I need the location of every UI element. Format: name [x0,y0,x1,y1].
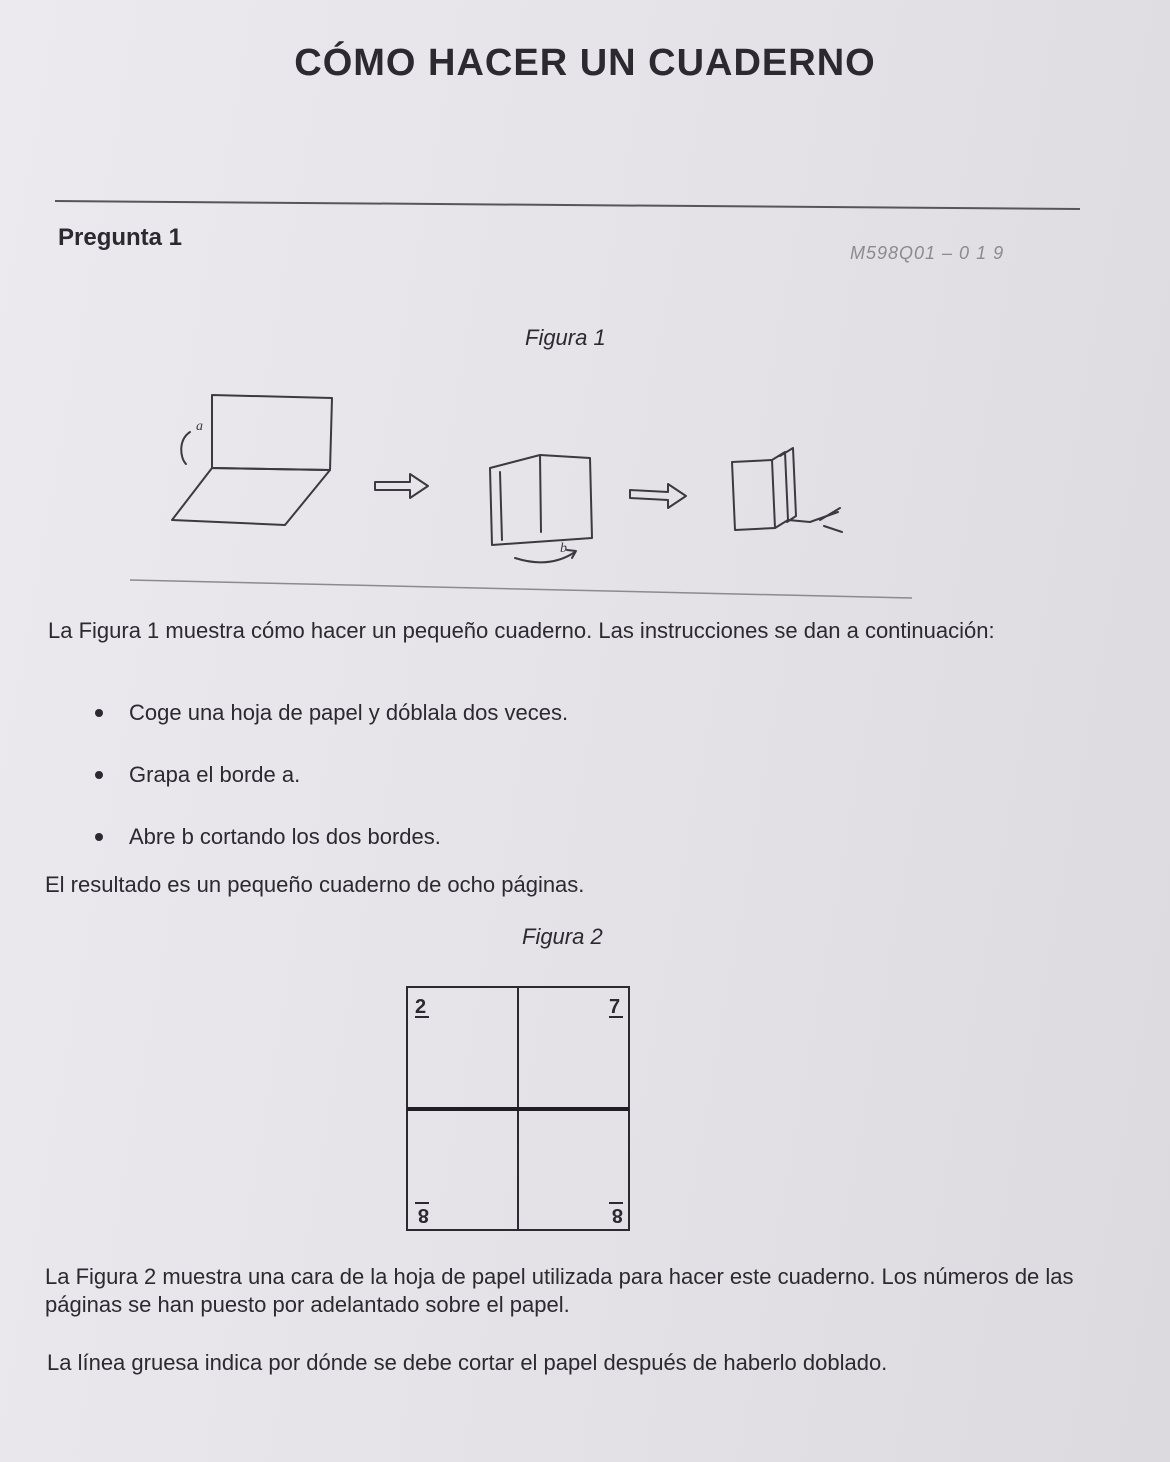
step1-sheet [212,395,332,470]
page-number-top-right: 7 [609,996,621,1018]
figure1-folding-diagram [120,380,920,605]
step3-booklet [732,460,775,530]
cut-line-note: La línea gruesa indica por dónde se debe cortar el papel después de haberlo doblado. [47,1350,888,1375]
arrow2 [630,484,686,508]
figure2-page-grid [405,985,635,1235]
document-title: CÓMO HACER UN CUADERNO [294,42,876,84]
instruction-item: Grapa el borde a. [95,762,568,824]
step1-sheet-flap [172,468,330,525]
question-label: Pregunta 1 [58,224,183,251]
instruction-list [95,700,568,886]
figure1-label-a: a [196,419,203,434]
page-number-top-left: 2 [415,996,427,1018]
figure1-bottom-rule [130,580,912,598]
page-number-bottom-left: 8 [417,1204,429,1226]
figure2-description: La Figura 2 muestra una cara de la hoja de papel utilizada para hacer este cuaderno. Los números de las páginas se han puesto por adelantado sobre el papel. [45,1264,1074,1317]
figure1-caption: Figura 1 [525,325,606,350]
page-number-bottom-right: 8 [611,1204,623,1226]
step1-fold-arrow [181,432,190,464]
instruction-item: Abre b cortando los dos bordes. [95,824,568,886]
figure1-label-b: b [560,541,567,556]
instruction-item: Coge una hoja de papel y dóblala dos veces. [95,700,568,762]
intro-paragraph: La Figura 1 muestra cómo hacer un pequeño cuaderno. Las instrucciones se dan a continuación: [48,618,995,643]
title-divider [55,200,1080,210]
question-code: M598Q01 – 0 1 9 [850,243,1005,263]
arrow1 [375,474,428,498]
result-sentence: El resultado es un pequeño cuaderno de ocho páginas. [45,872,585,897]
figure2-caption: Figura 2 [522,924,603,949]
